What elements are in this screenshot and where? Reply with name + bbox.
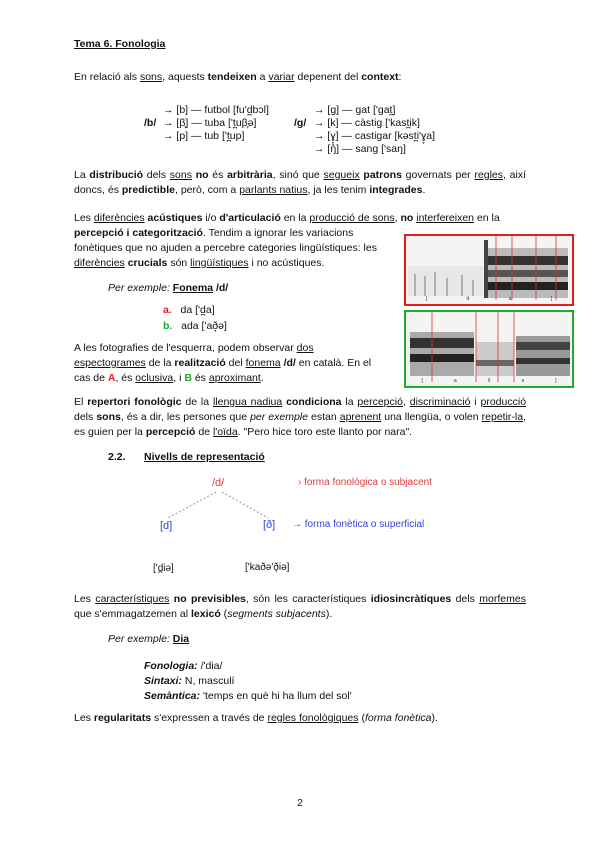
diagram-root-label: › forma fonològica o subjacent: [298, 477, 432, 488]
distribution-paragraph: La distribució dels sons no és arbitrària, sinó que segueix patrons governats per regles, així doncs, és predictible, però, com a parlants natius, ja les tenim integrades.: [74, 169, 526, 196]
rule-g-3: → [ɣ̞] — castigar [kəst̪i'ɣ̞a]: [314, 130, 436, 142]
dia-semantics: Semàntica: 'temps en què hi ha llum del sol': [144, 690, 352, 702]
differences-line-1: Les diferències acústiques i/o d'articulació en la producció de sons, no interfereixen en la: [74, 212, 500, 224]
rule-b-1: → [b] — futbol [fu'd̪bɔl]: [163, 104, 269, 116]
diagram-example-left: ['d̪iə]: [153, 563, 174, 574]
dia-definition: [144, 659, 352, 704]
rule-b-2: → [β̞] — tuba ['t̪uβ̞ə]: [163, 117, 257, 129]
spectrogram-a-labels: [406, 296, 572, 302]
diagram-left-node: [d]: [160, 520, 173, 532]
rule-g-4: → [ŋ̊] — sang ['saŋ]: [314, 143, 406, 155]
spectrogram-b-label: a: [453, 378, 457, 384]
rule-g-1: → [g] — gat ['gat̪]: [314, 104, 396, 116]
features-paragraph: Les característiques no previsibles, són les característiques idiosincràtiques dels morfemes que s'emmagatzemen al lexicó (segments subjacents).: [74, 593, 526, 620]
phoneme-b: /b/: [144, 117, 157, 129]
dia-phonology: Fonologia: /'dia/: [144, 660, 223, 672]
repertori-paragraph: El repertori fonològic de la llengua nadiua condiciona la percepció, discriminació i producció dels sons, és a dir, les persones que per exemple estan aprenent una llengüa, o volen repetir-la, es guien per la percepció de l'oïda. "Pero hice toro este llanto por nara".: [74, 396, 527, 438]
rule-g-2: → [k] — càstig ['kast̪ik]: [314, 117, 420, 129]
spectrogram-b-label: ð: [487, 378, 491, 384]
section-number: 2.2.: [108, 451, 126, 463]
diagram-surface-label: → forma fonètica o superficial: [292, 519, 425, 530]
regularities-paragraph: Les regularitats s'expressen a través de regles fonològiques (forma fonètica).: [74, 712, 438, 724]
spectrogram-b-label: [: [421, 378, 423, 384]
example-dia: Per exemple: Dia: [108, 633, 190, 645]
section-title: Nivells de representació: [144, 451, 265, 463]
example-item-a: a. da ['d̪a]: [163, 304, 215, 316]
page-title: Tema 6. Fonologia: [74, 38, 166, 50]
spectrogram-b-label: ]: [555, 378, 557, 384]
phoneme-g: /g/: [294, 117, 307, 129]
spectrogram-b-image: [406, 312, 572, 386]
spectrogram-b-label: ə: [521, 378, 525, 384]
diagram-right-node: [ð]: [263, 519, 276, 531]
intro-paragraph: En relació als sons, aquests tendeixen a variar depenent del context:: [74, 71, 402, 83]
spectrogram-a-label: ]: [550, 296, 553, 302]
diagram-example-right: ['kaðə'ð̞iə]: [245, 562, 290, 573]
example-item-b: b. ada ['að̞ə]: [163, 320, 227, 332]
spectrogram-a: [404, 234, 574, 306]
spectrogram-b: [404, 310, 574, 388]
diagram-root: /d/: [212, 477, 225, 489]
differences-rest: percepció i categorització. Tendim a ignorar les variacions fonètiques que no ajuden a percebre categories lingüístiques: les diferències crucials són lingüístiques i no acústiques.: [74, 227, 377, 269]
spectrogram-a-image: [406, 236, 572, 304]
dia-syntax: Sintaxi: N, masculí: [144, 675, 235, 687]
photos-paragraph: A les fotografies de l'esquerra, podem observar dos espectogrames de la realització del fonema /d/ en català. En el cas de A, és oclusiva, i B és aproximant.: [74, 342, 372, 384]
spectrogram-a-label: [: [425, 296, 428, 302]
rule-b-3: → [p] — tub ['t̪up]: [163, 130, 245, 142]
spectrogram-a-label: a: [508, 296, 512, 302]
example-fonema: Per exemple: Fonema /d/: [108, 282, 229, 294]
spectrogram-a-label: d: [466, 296, 470, 302]
spectrogram-b-labels: [406, 378, 572, 384]
page-number: 2: [297, 797, 303, 809]
